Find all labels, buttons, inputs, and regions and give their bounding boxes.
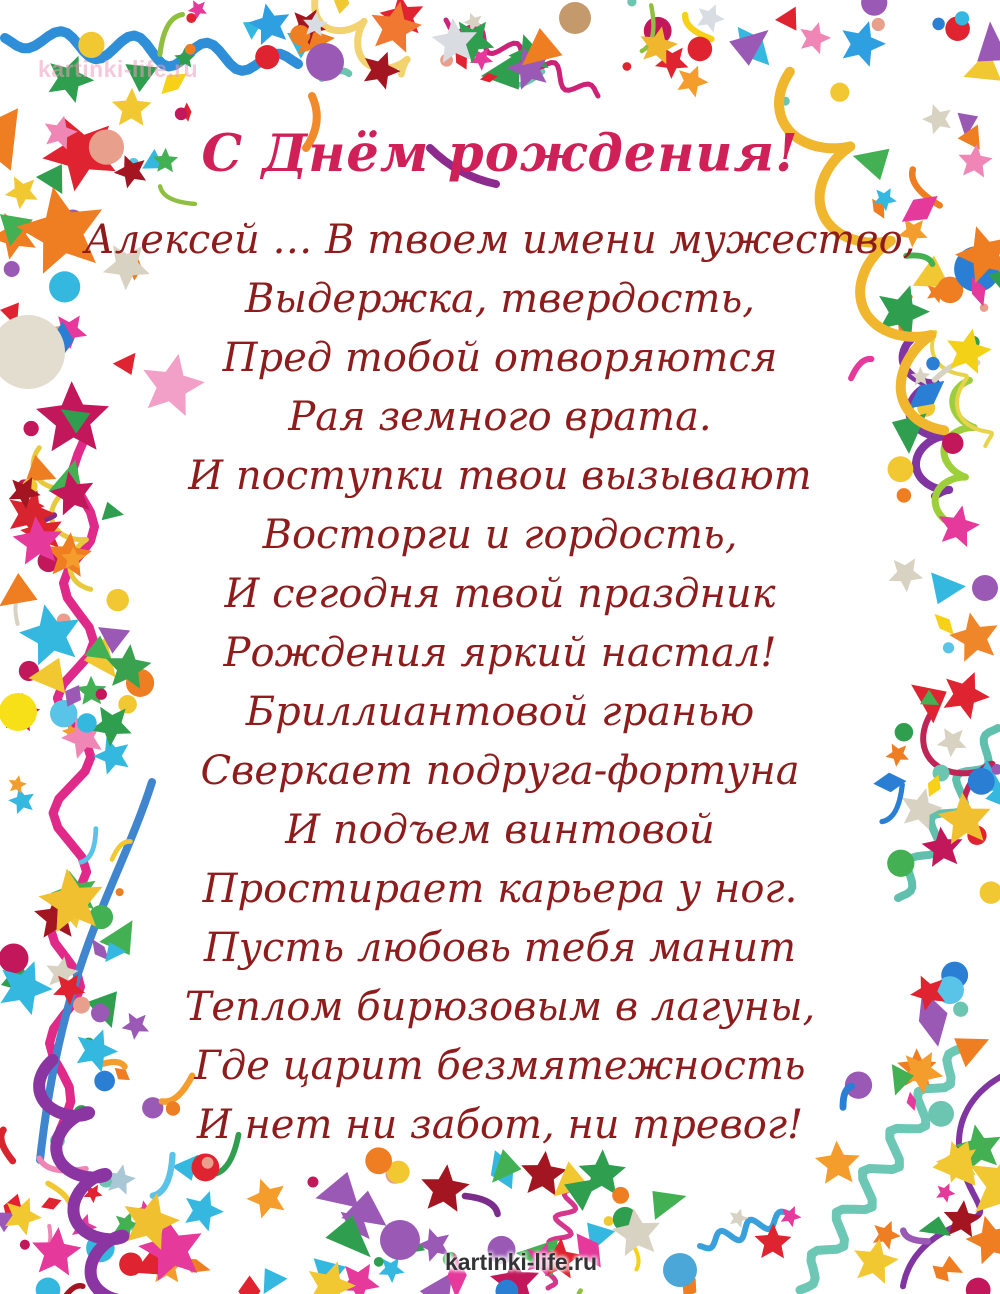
poem-line: Бриллиантовой гранью [245, 689, 755, 735]
poem-line: И нет ни забот, ни тревог! [196, 1102, 804, 1148]
poem-line: Рая земного врата. [288, 394, 712, 440]
poem-line: Сверкает подруга-фортуна [200, 748, 800, 794]
watermark-top-left: kartinki-life.ru [38, 56, 199, 82]
poem-text [0, 211, 1000, 1155]
poem-line: Рождения яркий настал! [223, 630, 777, 676]
poem-line: И поступки твои вызывают [188, 453, 812, 499]
poem-line: Алексей … В твоем имени мужество, [84, 217, 916, 263]
poem-line: Где царит безмятежность [194, 1043, 806, 1089]
poem-line: Простирает карьера у ног. [202, 866, 798, 912]
poem-line: Пусть любовь тебя манит [203, 925, 797, 971]
poem-line: И подъем винтовой [285, 807, 715, 853]
watermark-bottom: kartinki-life.ru [444, 1249, 598, 1275]
poem-line: Восторги и гордость, [262, 512, 738, 558]
poem-line: И сегодня твой праздник [224, 571, 776, 617]
poem-line: Выдержка, твердость, [245, 276, 755, 322]
card-title: С Днём рождения! [201, 124, 799, 184]
poem-line: Теплом бирюзовым в лагуны, [184, 984, 816, 1030]
poem-line: Пред тобой отворяются [222, 335, 778, 381]
